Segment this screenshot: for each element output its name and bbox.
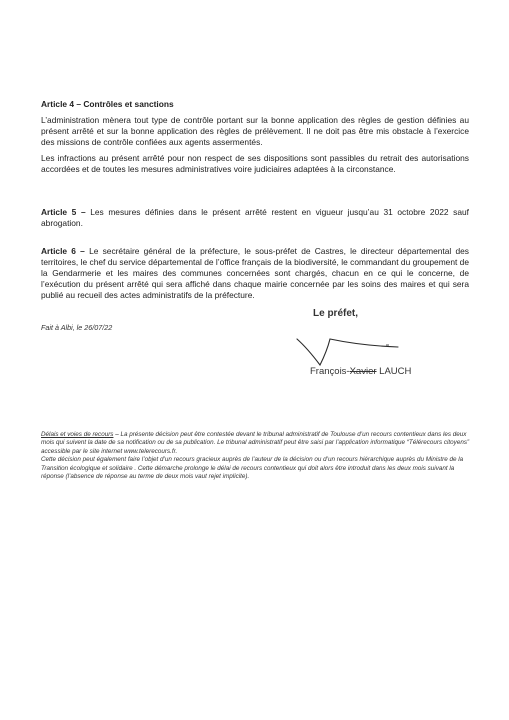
signatory-name-first: François-	[310, 366, 350, 377]
article-6-text: Le secrétaire général de la préfecture, le sous-préfet de Castres, le directeur départemental des territoires, le chef du service départemental de l’office français de la biodiversité, le commandant du groupement de la Gendarmerie et les maires des communes concernées sont chargés, chacun en ce qui le concerne, de l’exécution du présent arrêté qui sera affiché dans chaque mairie concernée par les soins des maires et qui sera publié au recueil des actes administratifs de la préfecture.	[41, 246, 469, 300]
article-4-paragraph-2: Les infractions au présent arrêté pour non respect de ses dispositions sont passibles du retrait des autorisations accordées et de toutes les mesures administratives voire judiciaires adaptées à la circonstance.	[41, 153, 469, 174]
signatory-name-last: LAUCH	[376, 366, 412, 377]
appeal-notice-paragraph-2: Cette décision peut également faire l’objet d’un recours gracieux auprès de l’auteur de la décision ou d’un recours hiérarchique auprès du Ministre de la Transition écologique et solidaire . Cette démarche prolonge le délai de recours contentieux qui doit alors être introduit dans les deux mois suivant la réponse (l’absence de réponse au terme de deux mois vaut rejet implicite).	[41, 456, 464, 481]
article-5-text: Les mesures définies dans le présent arrêté restent en vigueur jusqu’au 31 octobre 2022 sauf abrogation.	[41, 207, 469, 228]
signatory-name	[310, 366, 411, 377]
article-5-paragraph	[41, 207, 469, 229]
article-6-label: Article 6 –	[41, 246, 85, 256]
article-4-heading: Article 4 – Contrôles et sanctions	[41, 99, 174, 109]
article-4-paragraph-1: L’administration mènera tout type de contrôle portant sur la bonne application des règles de gestion définies au présent arrêté et sur la bonne application des règles de prélèvement. Il ne doit pas être mis obstacle à l’exercice des missions de contrôle confiées aux agents assermentés.	[41, 115, 469, 147]
article-5-section	[41, 207, 469, 229]
appeal-notice-paragraph-1	[41, 431, 471, 456]
appeal-notice-lead: Délais et voies de recours	[41, 431, 114, 438]
appeal-notice	[41, 431, 471, 481]
handwritten-signature	[294, 333, 404, 369]
signatory-name-struck: Xavier	[349, 366, 377, 377]
article-5-label: Article 5 –	[41, 207, 86, 217]
article-6-paragraph	[41, 246, 469, 301]
signatory-title: Le préfet,	[313, 308, 359, 319]
appeal-notice-text-1: – La présente décision peut être contestée devant le tribunal administratif de Toulouse d’un recours contentieux dans les deux mois qui suivent la date de sa notification ou de sa publication. Le tribunal administratif peut être saisi par l’application informatique “Télérecours citoyens” accessible par le site internet www.telerecours.fr.	[41, 431, 470, 455]
date-line: Fait à Albi, le 26/07/22	[41, 323, 113, 332]
article-4-section	[41, 99, 469, 175]
article-6-section	[41, 246, 469, 301]
